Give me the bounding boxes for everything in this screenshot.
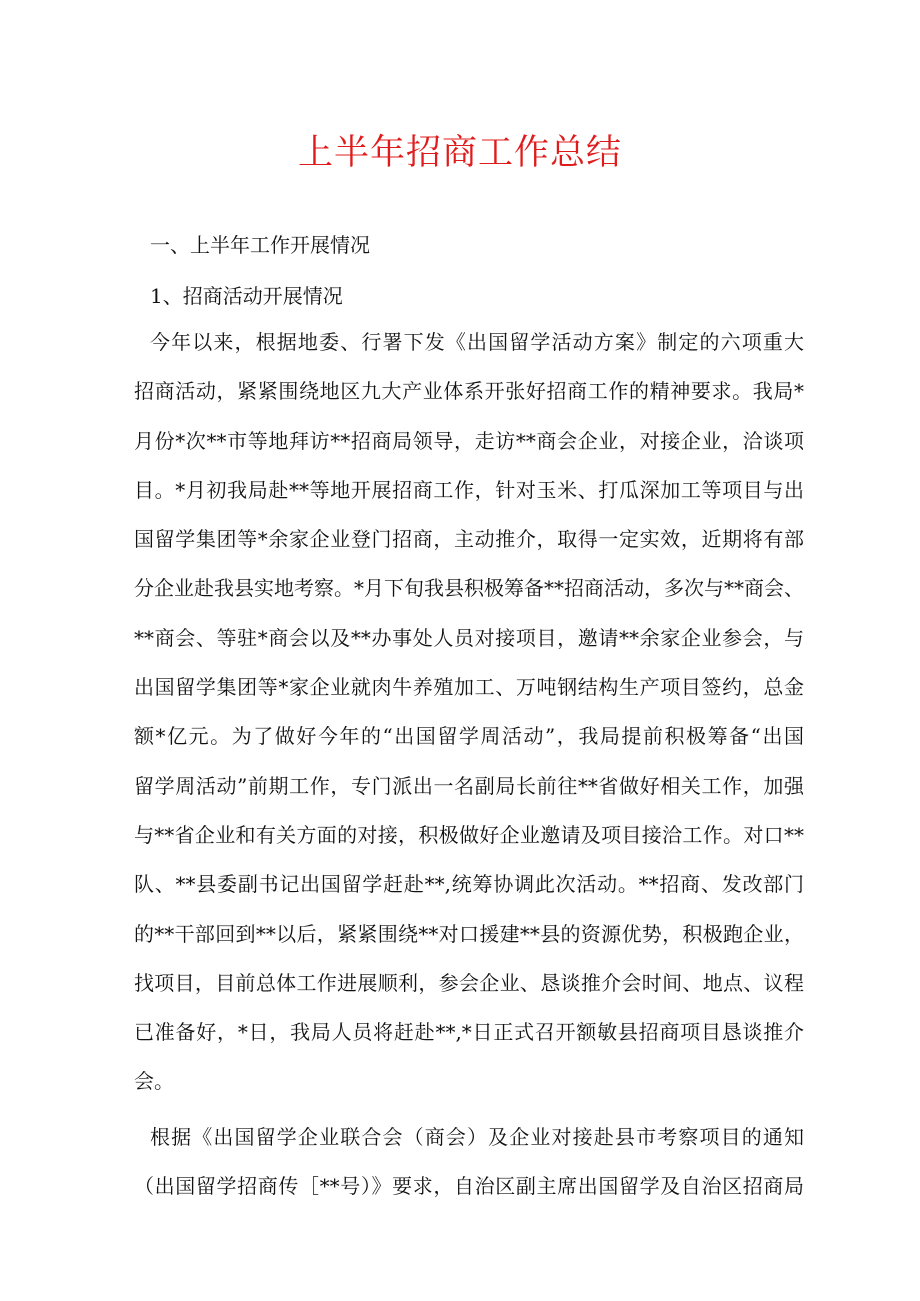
paragraph-line: 留学周活动”前期工作，专门派出一名副局长前往**省做好相关工作，加强 bbox=[134, 773, 804, 798]
paragraph-line: 招商活动，紧紧围绕地区九大产业体系开张好招商工作的精神要求。我局* bbox=[134, 379, 804, 404]
subsection-heading: 1、招商活动开展情况 bbox=[150, 284, 343, 308]
paragraph-line: **商会、等驻*商会以及**办事处人员对接项目，邀请**余家企业参会，与 bbox=[134, 625, 804, 650]
paragraph-line: 队、**县委副书记出国留学赶赴**,统筹协调此次活动。**招商、发改部门 bbox=[134, 872, 804, 897]
section-heading: 一、上半年工作开展情况 bbox=[150, 233, 370, 257]
paragraph-line: 国留学集团等*余家企业登门招商，主动推介，取得一定实效，近期将有部 bbox=[134, 527, 804, 552]
body-paragraph-1 bbox=[134, 318, 804, 1107]
paragraph-line: 找项目，目前总体工作进展顺利，参会企业、恳谈推介会时间、地点、议程 bbox=[134, 970, 804, 995]
body-paragraph-2 bbox=[134, 1113, 804, 1212]
paragraph-line: 今年以来，根据地委、行署下发《出国留学活动方案》制定的六项重大 bbox=[150, 330, 804, 354]
paragraph-line: 与**省企业和有关方面的对接，积极做好企业邀请及项目接洽工作。对口** bbox=[134, 822, 804, 847]
paragraph-line: （出国留学招商传［**号）》要求，自治区副主席出国留学及自治区招商局 bbox=[134, 1174, 804, 1199]
paragraph-line: 额*亿元。为了做好今年的“出国留学周活动”，我局提前积极筹备“出国 bbox=[134, 724, 804, 749]
paragraph-line: 已准备好，*日，我局人员将赶赴**,*日正式召开额敏县招商项目恳谈推介 bbox=[134, 1020, 804, 1045]
paragraph-line: 出国留学集团等*家企业就肉牛养殖加工、万吨钢结构生产项目签约，总金 bbox=[134, 675, 804, 700]
paragraph-line: 的**干部回到**以后，紧紧围绕**对口援建**县的资源优势，积极跑企业， bbox=[134, 921, 804, 946]
paragraph-line: 目。*月初我局赴**等地开展招商工作，针对玉米、打瓜深加工等项目与出 bbox=[134, 477, 804, 502]
document-title: 上半年招商工作总结 bbox=[297, 133, 622, 173]
paragraph-line: 会。 bbox=[134, 1069, 174, 1094]
paragraph-line: 根据《出国留学企业联合会（商会）及企业对接赴县市考察项目的通知 bbox=[150, 1125, 804, 1149]
paragraph-line: 月份*次**市等地拜访**招商局领导，走访**商会企业，对接企业，洽谈项 bbox=[134, 428, 804, 453]
paragraph-line: 分企业赴我县实地考察。*月下旬我县积极筹备**招商活动，多次与**商会、 bbox=[134, 576, 804, 601]
